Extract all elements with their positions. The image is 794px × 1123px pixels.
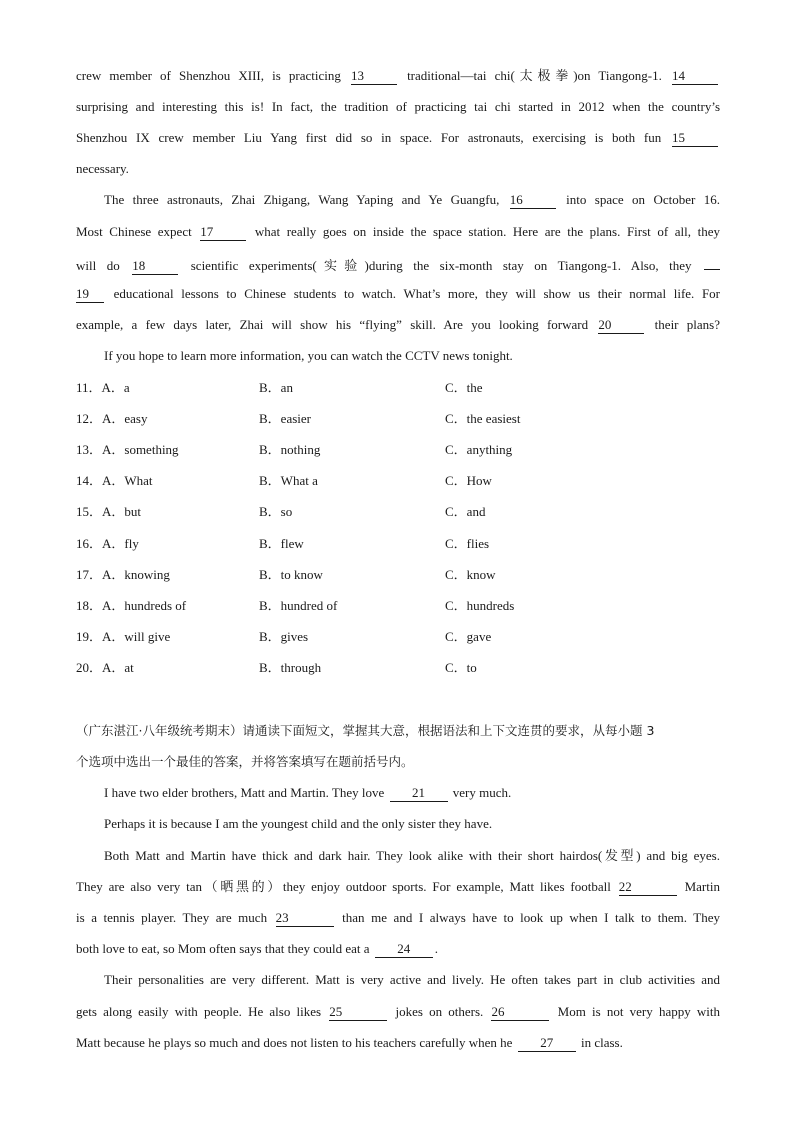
- text-span: than me and I always have to look up when I talk to them. They: [335, 910, 720, 925]
- text-span: educational lessons to Chinese students to watch. What’s more, they will show us their normal life. For: [106, 286, 720, 301]
- blank-13[interactable]: 13: [351, 68, 397, 85]
- text-span: C．: [445, 442, 467, 457]
- text-span: easier: [280, 411, 311, 426]
- text-span: their plans?: [646, 317, 720, 332]
- option-16-b[interactable]: [259, 534, 304, 554]
- option-20-c[interactable]: [445, 658, 477, 678]
- text-span: C．: [445, 598, 467, 613]
- blank-24[interactable]: 24: [375, 941, 433, 958]
- text-span: C．: [445, 504, 467, 519]
- blank-19-start[interactable]: [704, 253, 720, 270]
- option-12-c[interactable]: [445, 409, 520, 429]
- passage2-line1: [104, 783, 720, 803]
- text-span: into space on October 16.: [557, 192, 720, 207]
- option-16-a[interactable]: [76, 534, 139, 554]
- option-19-c[interactable]: [445, 627, 491, 647]
- passage2-line6: [76, 939, 720, 959]
- text-span: anything: [466, 442, 513, 457]
- text-span: nothing: [280, 442, 321, 457]
- option-12-a[interactable]: [76, 409, 148, 429]
- text-span: gives: [280, 629, 309, 644]
- text-span: to: [466, 660, 477, 675]
- passage1-line5: [104, 190, 720, 210]
- text-span: 20．A．: [76, 660, 125, 675]
- blank-19[interactable]: 19: [76, 286, 104, 303]
- option-13-b[interactable]: [259, 440, 320, 460]
- passage2-line8: [76, 1002, 720, 1022]
- text-span: example, a few days later, Zhai will show his “flying” skill. Are you looking forward: [76, 317, 597, 332]
- option-17-a[interactable]: [76, 565, 170, 585]
- text-span: scientific experiments(实验)during the six-month stay on Tiangong-1. Also, they: [180, 258, 702, 273]
- blank-14[interactable]: 14: [672, 68, 718, 85]
- option-14-a[interactable]: [76, 471, 153, 491]
- passage1-line4: necessary.: [76, 161, 129, 176]
- text-span: an: [280, 380, 293, 395]
- text-span: C．: [445, 536, 467, 551]
- passage1-line9: [76, 315, 720, 335]
- passage2-line9: [76, 1033, 720, 1053]
- text-span: Mom is not very happy with: [551, 1004, 721, 1019]
- text-span: gave: [466, 629, 492, 644]
- blank-26[interactable]: 26: [491, 1004, 549, 1021]
- text-span: through: [280, 660, 322, 675]
- text-span: flew: [280, 536, 304, 551]
- passage2-line2: Perhaps it is because I am the youngest child and the only sister they have.: [104, 816, 493, 831]
- text-span: C．: [445, 380, 467, 395]
- text-span: crew member of Shenzhou XIII, is practicing: [76, 68, 349, 83]
- passage1-line10: If you hope to learn more information, you can watch the CCTV news tonight.: [104, 348, 513, 363]
- text-span: will give: [124, 629, 171, 644]
- blank-27[interactable]: 27: [518, 1035, 576, 1052]
- text-span: jokes on others.: [389, 1004, 490, 1019]
- text-span: Matt because he plays so much and does not listen to his teachers carefully when he: [76, 1035, 516, 1050]
- text-span: B．: [259, 411, 281, 426]
- text-span: gets along easily with people. He also likes: [76, 1004, 328, 1019]
- option-20-a[interactable]: [76, 658, 134, 678]
- text-span: traditional—tai chi(太极拳)on Tiangong-1.: [398, 68, 670, 83]
- text-span: 18．A．: [76, 598, 125, 613]
- passage2-line4: [76, 877, 720, 897]
- blank-25[interactable]: 25: [329, 1004, 387, 1021]
- text-span: B．: [259, 504, 281, 519]
- option-19-b[interactable]: [259, 627, 308, 647]
- text-span: 15．A．: [76, 504, 125, 519]
- blank-21[interactable]: 21: [390, 785, 448, 802]
- text-span: How: [466, 473, 492, 488]
- option-11-b[interactable]: [259, 378, 293, 398]
- text-span: Martin: [678, 879, 720, 894]
- option-11-a[interactable]: [76, 378, 130, 398]
- text-span: but: [124, 504, 142, 519]
- text-span: .: [434, 941, 439, 956]
- option-16-c[interactable]: [445, 534, 489, 554]
- option-13-c[interactable]: [445, 440, 512, 460]
- option-12-b[interactable]: [259, 409, 311, 429]
- text-span: hundred of: [280, 598, 338, 613]
- text-span: the easiest: [466, 411, 521, 426]
- text-span: 17．A．: [76, 567, 125, 582]
- text-span: flies: [466, 536, 490, 551]
- text-span: The three astronauts, Zhai Zhigang, Wang Yaping and Ye Guangfu,: [104, 192, 508, 207]
- text-span: easy: [124, 411, 148, 426]
- option-15-c[interactable]: [445, 502, 485, 522]
- text-span: is a tennis player. They are much: [76, 910, 274, 925]
- text-span: know: [466, 567, 496, 582]
- passage1-line7: [76, 253, 720, 273]
- text-span: what really goes on inside the space station. Here are the plans. First of all, they: [248, 224, 720, 239]
- text-span: at: [124, 660, 134, 675]
- text-span: both love to eat, so Mom often says that they could eat a: [76, 941, 373, 956]
- text-span: C．: [445, 473, 467, 488]
- option-14-b[interactable]: [259, 471, 318, 491]
- blank-17[interactable]: 17: [200, 224, 246, 241]
- option-18-c[interactable]: [445, 596, 514, 616]
- text-span: B．: [259, 536, 281, 551]
- option-20-b[interactable]: [259, 658, 321, 678]
- text-span: What: [124, 473, 153, 488]
- option-18-a[interactable]: [76, 596, 186, 616]
- text-span: C．: [445, 660, 467, 675]
- text-span: C．: [445, 629, 467, 644]
- text-span: knowing: [124, 567, 170, 582]
- option-11-c[interactable]: [445, 378, 483, 398]
- passage2-line3: Both Matt and Martin have thick and dark hair. They look alike with their short hairdos(发型) and big eyes.: [104, 848, 720, 863]
- blank-16[interactable]: 16: [510, 192, 556, 209]
- text-span: will do: [76, 258, 131, 273]
- passage1-line2: surprising and interesting this is! In fact, the tradition of practicing tai chi started in 2012 when the country’s: [76, 99, 720, 114]
- text-span: Shenzhou IX crew member Liu Yang first did so in space. For astronauts, exercising is both fun: [76, 130, 670, 145]
- text-span: fly: [124, 536, 139, 551]
- passage1-line1: [76, 66, 720, 86]
- text-span: 11．A．: [76, 380, 124, 395]
- text-span: in class.: [577, 1035, 623, 1050]
- text-span: 19．A．: [76, 629, 125, 644]
- text-span: the: [466, 380, 483, 395]
- option-17-b[interactable]: [259, 565, 323, 585]
- blank-18[interactable]: 18: [132, 258, 178, 275]
- blank-22[interactable]: 22: [619, 879, 677, 896]
- text-span: B．: [259, 567, 281, 582]
- text-span: B．: [259, 380, 281, 395]
- text-span: C．: [445, 411, 467, 426]
- text-span: B．: [259, 473, 281, 488]
- passage2-line7: Their personalities are very different. Matt is very active and lively. He often takes part in club activities and: [104, 972, 720, 987]
- text-span: hundreds: [466, 598, 515, 613]
- option-15-a[interactable]: [76, 502, 141, 522]
- text-span: very much.: [449, 785, 512, 800]
- text-span: B．: [259, 598, 281, 613]
- option-18-b[interactable]: [259, 596, 337, 616]
- option-14-c[interactable]: [445, 471, 492, 491]
- text-span: They are also very tan（晒黑的）they enjoy outdoor sports. For example, Matt likes football: [76, 879, 617, 894]
- passage1-line6: [76, 222, 720, 242]
- text-span: a: [123, 380, 130, 395]
- text-span: so: [280, 504, 293, 519]
- text-span: and: [466, 504, 486, 519]
- text-span: B．: [259, 660, 281, 675]
- instructions-line1: （广东湛江·八年级统考期末）请通读下面短文，掌握其大意，根据语法和上下文连贯的要求，从每小题 3: [76, 723, 655, 738]
- passage2-line5: [76, 908, 720, 928]
- passage1-line8: [76, 284, 720, 304]
- text-span: to know: [280, 567, 323, 582]
- blank-23[interactable]: 23: [276, 910, 334, 927]
- instructions-line2: 个选项中选出一个最佳的答案，并将答案填写在题前括号内。: [76, 754, 414, 769]
- text-span: 13．A．: [76, 442, 125, 457]
- option-17-c[interactable]: [445, 565, 496, 585]
- text-span: 12．A．: [76, 411, 125, 426]
- option-13-a[interactable]: [76, 440, 179, 460]
- text-span: I have two elder brothers, Matt and Martin. They love: [104, 785, 388, 800]
- text-span: 14．A．: [76, 473, 125, 488]
- option-15-b[interactable]: [259, 502, 292, 522]
- blank-15[interactable]: 15: [672, 130, 718, 147]
- option-19-a[interactable]: [76, 627, 170, 647]
- text-span: B．: [259, 442, 281, 457]
- blank-20[interactable]: 20: [598, 317, 644, 334]
- text-span: Most Chinese expect: [76, 224, 199, 239]
- passage1-line3: [76, 128, 720, 148]
- text-span: hundreds of: [124, 598, 187, 613]
- text-span: B．: [259, 629, 281, 644]
- text-span: something: [124, 442, 179, 457]
- text-span: 16．A．: [76, 536, 125, 551]
- text-span: C．: [445, 567, 467, 582]
- text-span: What a: [280, 473, 318, 488]
